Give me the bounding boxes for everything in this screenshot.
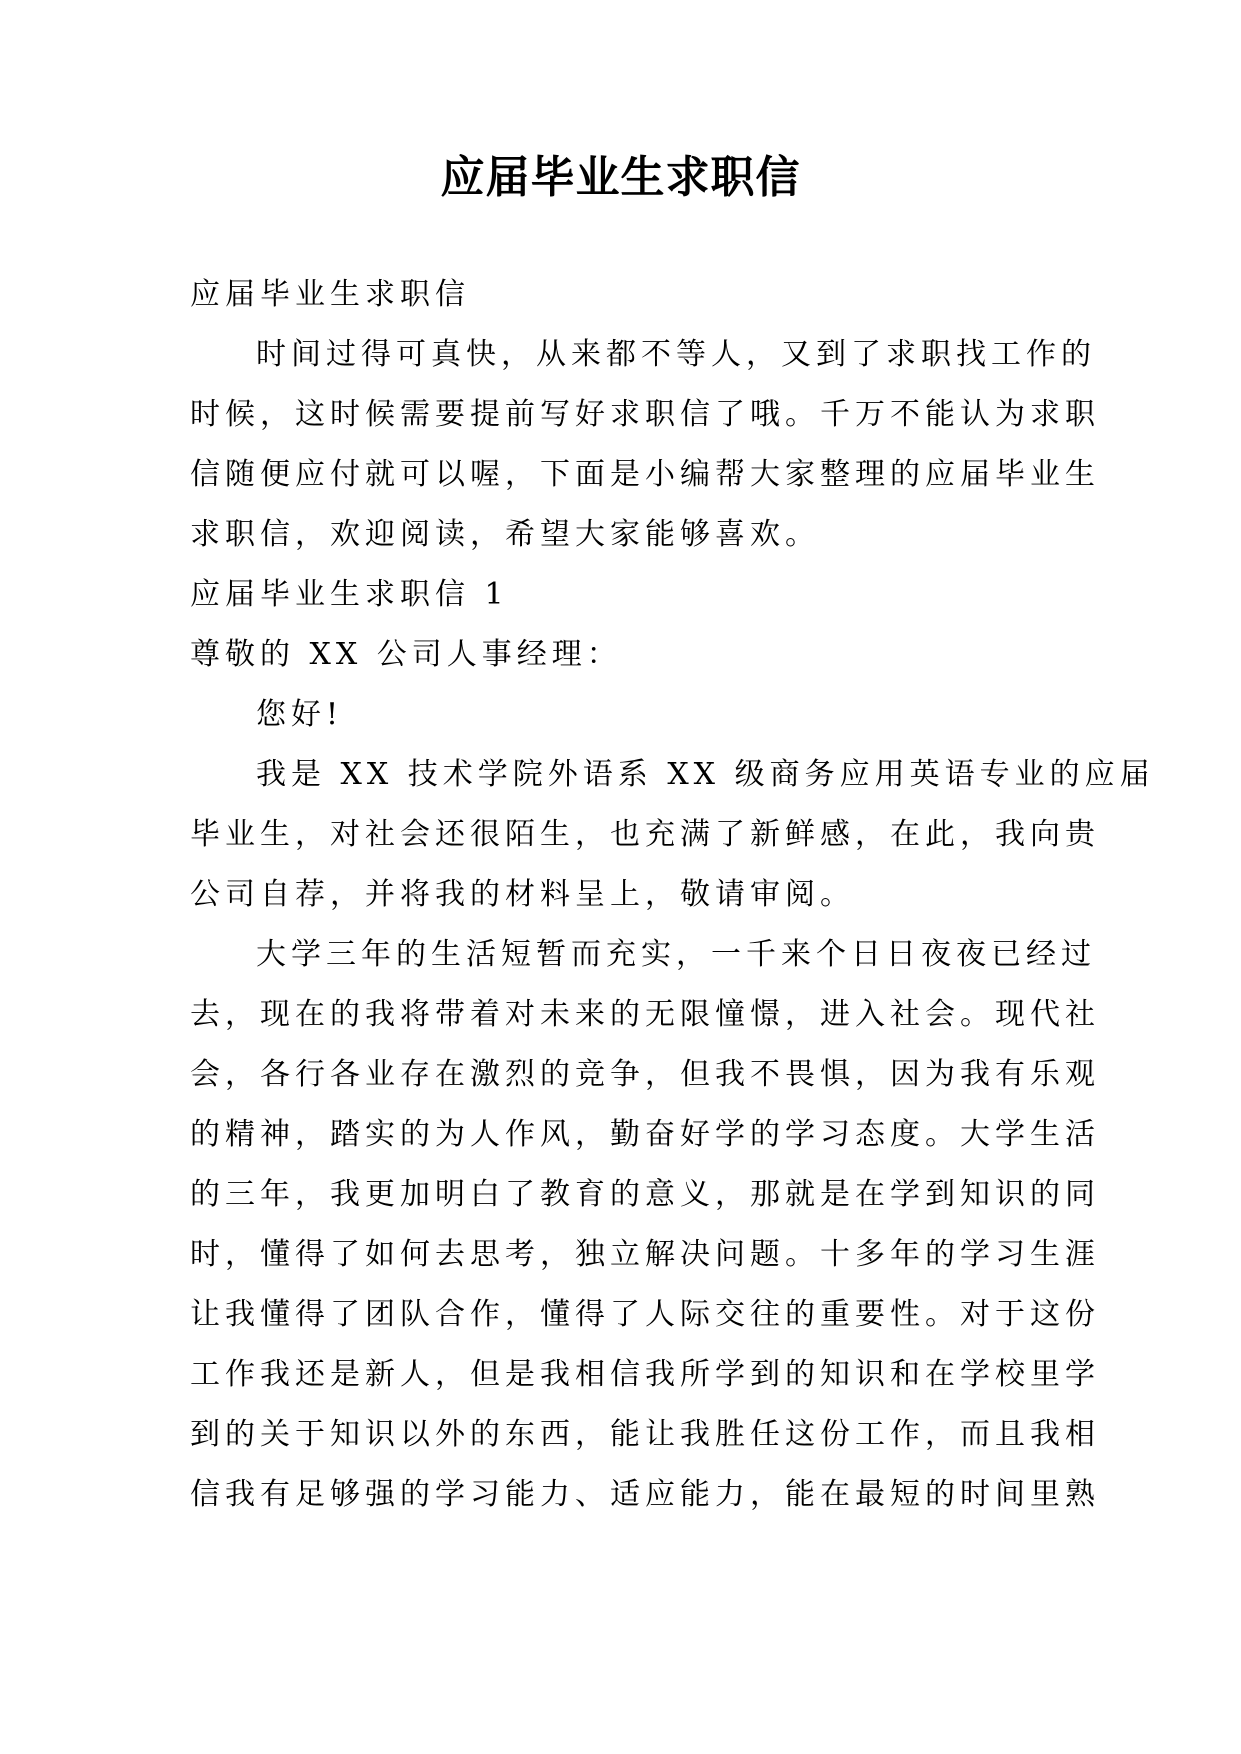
paragraph-line: 的精神，踏实的为人作风，勤奋好学的学习态度。大学生活 (190, 1117, 1100, 1152)
paragraph-line: 我是 XX 技术学院外语系 XX 级商务应用英语专业的应届 (256, 757, 1155, 792)
intro-line: 信随便应付就可以喔，下面是小编帮大家整理的应届毕业生 (190, 457, 1100, 492)
letter-section (190, 565, 1155, 1525)
paragraph-line: 信我有足够强的学习能力、适应能力，能在最短的时间里熟 (190, 1477, 1100, 1512)
letter-greeting: 您好! (256, 697, 344, 732)
paragraph-line: 公司自荐，并将我的材料呈上，敬请审阅。 (190, 877, 855, 912)
document-title: 应届毕业生求职信 (440, 152, 801, 203)
paragraph-line: 工作我还是新人，但是我相信我所学到的知识和在学校里学 (190, 1357, 1100, 1392)
paragraph-line: 去，现在的我将带着对未来的无限憧憬，进入社会。现代社 (190, 997, 1100, 1032)
intro-line: 时候，这时候需要提前写好求职信了哦。千万不能认为求职 (190, 397, 1100, 432)
intro-line: 求职信，欢迎阅读，希望大家能够喜欢。 (190, 517, 820, 552)
letter-heading: 应届毕业生求职信 1 (190, 577, 509, 612)
paragraph-line: 时，懂得了如何去思考，独立解决问题。十多年的学习生涯 (190, 1237, 1100, 1272)
intro-section (190, 265, 1100, 565)
paragraph-line: 的三年，我更加明白了教育的意义，那就是在学到知识的同 (190, 1177, 1100, 1212)
intro-line: 时间过得可真快，从来都不等人，又到了求职找工作的 (256, 337, 1096, 372)
paragraph-line: 会，各行各业存在激烈的竞争，但我不畏惧，因为我有乐观 (190, 1057, 1100, 1092)
intro-heading: 应届毕业生求职信 (190, 277, 470, 312)
paragraph-line: 毕业生，对社会还很陌生，也充满了新鲜感，在此，我向贵 (190, 817, 1100, 852)
paragraph-line: 到的关于知识以外的东西，能让我胜任这份工作，而且我相 (190, 1417, 1100, 1452)
paragraph-line: 大学三年的生活短暂而充实，一千来个日日夜夜已经过 (256, 937, 1096, 972)
paragraph-line: 让我懂得了团队合作，懂得了人际交往的重要性。对于这份 (190, 1297, 1100, 1332)
letter-salutation: 尊敬的 XX 公司人事经理： (190, 637, 622, 672)
